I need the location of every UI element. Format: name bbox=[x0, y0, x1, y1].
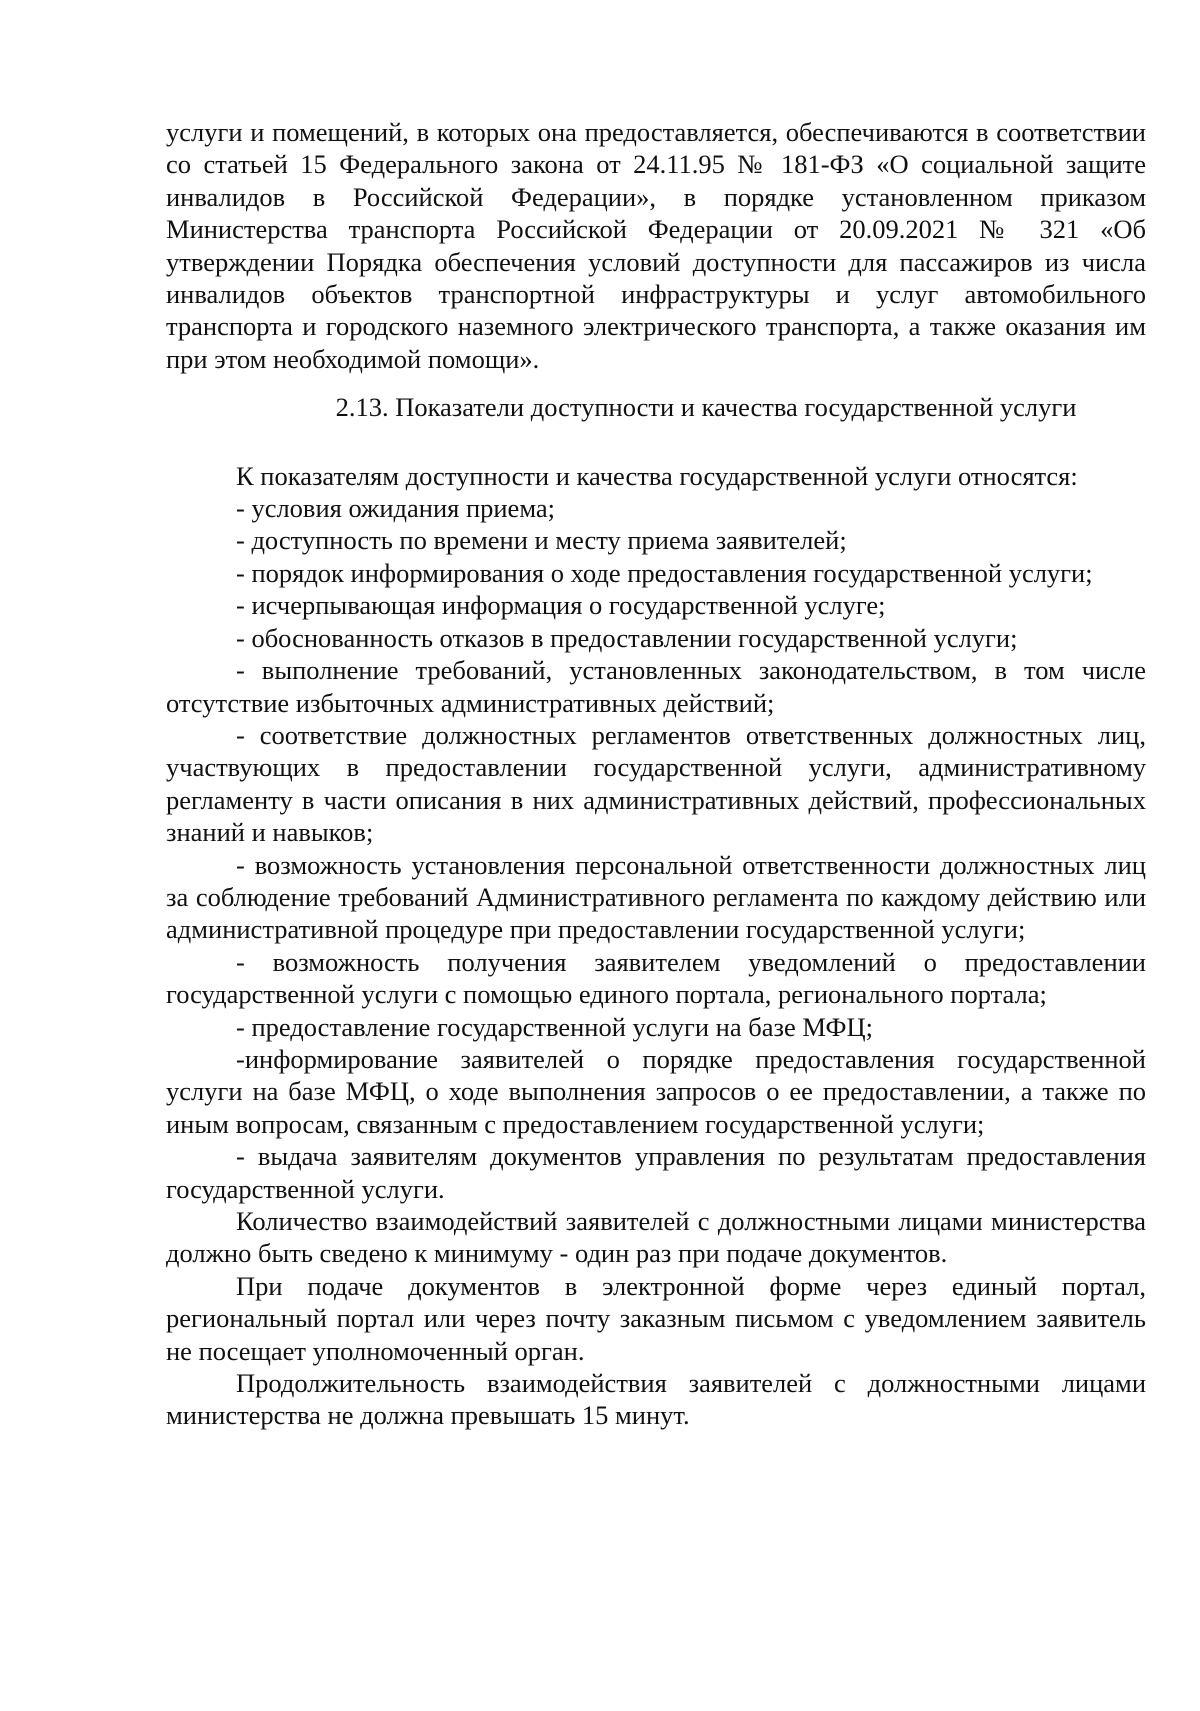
list-item: - выполнение требований, установленных законодательством, в том числе отсутствие избыточных административных действий; bbox=[166, 655, 1146, 718]
intro-paragraph: услуги и помещений, в которых она предоставляется, обеспечиваются в соответствии со статьей 15 Федерального закона от 24.11.95 № 181-ФЗ «О социальной защите инвалидов в Российской Федерации», в порядке установленном приказом Министерства транспорта Российской Федерации от 20.09.2021 № 321 «Об утверждении Порядка обеспечения условий доступности для пассажиров из числа инвалидов объектов транспортной инфраструктуры и услуг автомобильного транспорта и городского наземного электрического транспорта, а также оказания им при этом необходимой помощи». bbox=[166, 117, 1146, 374]
list-item: - предоставление государственной услуги на базе МФЦ; bbox=[236, 1011, 873, 1042]
list-item: - соответствие должностных регламентов ответственных должностных лиц, участвующих в предоставлении государственной услуги, административному регламенту в части описания в них административных действий, профессиональных знаний и навыков; bbox=[166, 719, 1146, 848]
list-item: -информирование заявителей о порядке предоставления государственной услуги на базе МФЦ, о ходе выполнения запросов о ее предоставлении, а также по иным вопросам, связанным с предоставлением государственной услуги; bbox=[166, 1043, 1146, 1139]
list-item: - обоснованность отказов в предоставлении государственной услуги; bbox=[236, 622, 1018, 653]
list-item: - доступность по времени и месту приема заявителей; bbox=[236, 525, 847, 556]
list-item: - выдача заявителям документов управления по результатам предоставления государственной услуги. bbox=[166, 1141, 1146, 1204]
paragraph-electronic-submission: При подаче документов в электронной форме через единый портал, региональный портал или через почту заказным письмом с уведомлением заявитель не посещает уполномоченный орган. bbox=[166, 1270, 1146, 1366]
list-item: - порядок информирования о ходе предоставления государственной услуги; bbox=[236, 557, 1093, 588]
list-item: - условия ожидания приема; bbox=[236, 493, 556, 524]
list-item: - исчерпывающая информация о государственной услуге; bbox=[236, 590, 886, 621]
section-heading: 2.13. Показатели доступности и качества государственной услуги bbox=[335, 392, 1077, 423]
paragraph-indicators-intro: К показателям доступности и качества государственной услуги относятся: bbox=[236, 460, 1078, 491]
paragraph-interactions-count: Количество взаимодействий заявителей с должностными лицами министерства должно быть сведено к минимуму - один раз при подаче документов. bbox=[166, 1206, 1146, 1269]
list-item: - возможность установления персональной ответственности должностных лиц за соблюдение требований Административного регламента по каждому действию или административной процедуре при предоставлении государственной услуги; bbox=[166, 849, 1146, 945]
document-body bbox=[166, 116, 1146, 1432]
paragraph-interaction-duration: Продолжительность взаимодействия заявителей с должностными лицами министерства не должна превышать 15 минут. bbox=[166, 1368, 1146, 1431]
list-item: - возможность получения заявителем уведомлений о предоставлении государственной услуги с помощью единого портала, регионального портала; bbox=[166, 946, 1146, 1010]
